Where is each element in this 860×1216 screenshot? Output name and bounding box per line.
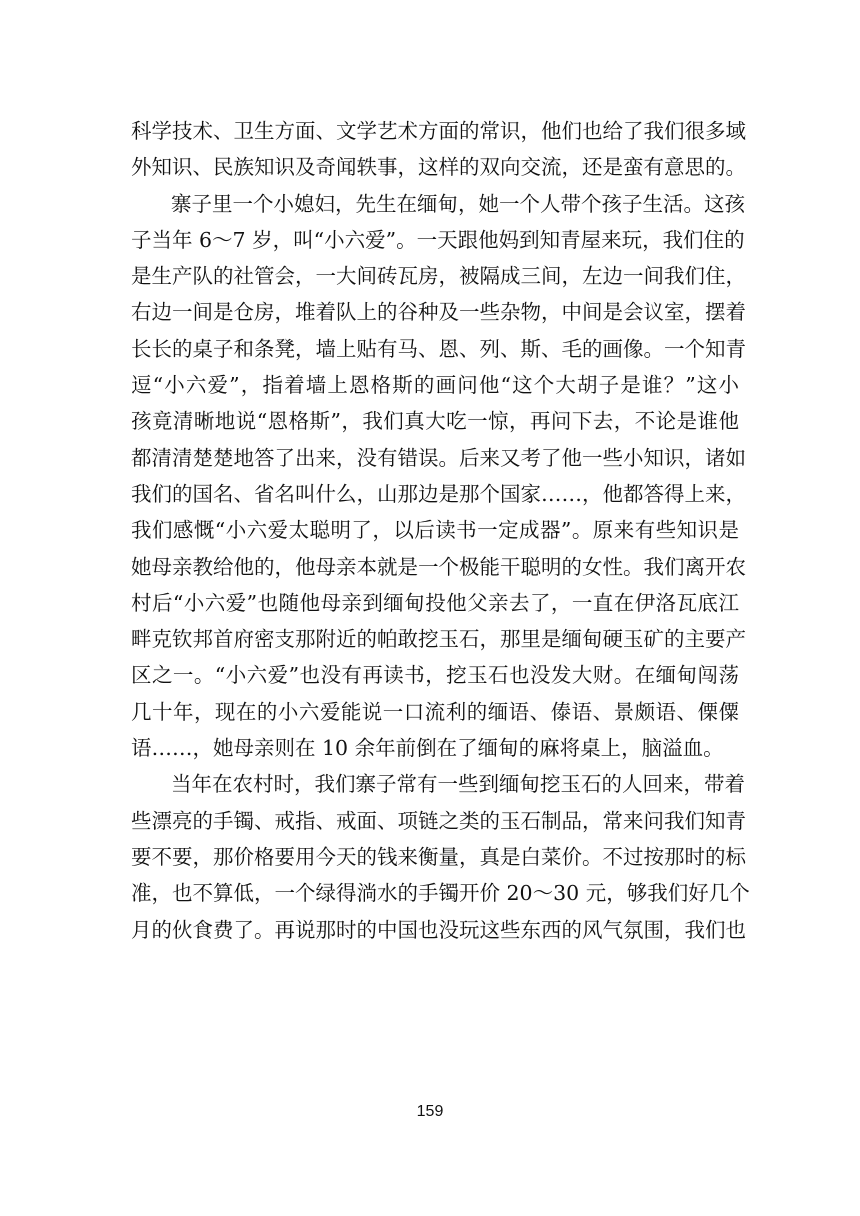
text-line: 区之一。“小六爱”也没有再读书，挖玉石也没发大财。在缅甸闯荡 (131, 663, 739, 688)
text-line: 我们的国名、省名叫什么，山那边是那个国家……，他都答得上来， (131, 481, 746, 506)
text-line: 当年在农村时，我们寨子常有一些到缅甸挖玉石的人回来，带着 (171, 772, 745, 797)
text-line: 右边一间是仓房，堆着队上的谷种及一些杂物，中间是会议室，摆着 (131, 300, 746, 325)
paragraph (131, 186, 746, 767)
text-line: 逗“小六爱”，指着墙上恩格斯的画问他“这个大胡子是谁？”这小 (131, 373, 739, 398)
text-line: 畔克钦邦首府密支那附近的帕敢挖玉石，那里是缅甸硬玉矿的主要产 (131, 627, 746, 652)
text-line: 她母亲教给他的，他母亲本就是一个极能干聪明的女性。我们离开农 (131, 554, 746, 579)
text-line: 长长的桌子和条凳，墙上贴有马、恩、列、斯、毛的画像。一个知青 (131, 336, 746, 361)
body-text (131, 113, 750, 948)
text-line: 语……，她母亲则在 10 余年前倒在了缅甸的麻将桌上，脑溢血。 (131, 736, 724, 761)
text-line: 寨子里一个小媳妇，先生在缅甸，她一个人带个孩子生活。这孩 (171, 191, 745, 216)
text-line: 月的伙食费了。再说那时的中国也没玩这些东西的风气氛围，我们也 (131, 917, 746, 942)
text-line: 科学技术、卫生方面、文学艺术方面的常识，他们也给了我们很多域 (131, 119, 746, 143)
paragraph (131, 113, 746, 186)
text-line: 都清清楚楚地答了出来，没有错误。后来又考了他一些小知识，诸如 (131, 445, 746, 470)
text-line: 孩竟清晰地说“恩格斯”，我们真大吃一惊，再问下去，不论是谁他 (131, 409, 739, 434)
text-line: 准，也不算低，一个绿得淌水的手镯开价 20～30 元，够我们好几个 (131, 881, 750, 906)
page-number: 159 (416, 1103, 444, 1120)
text-line: 是生产队的社管会，一大间砖瓦房，被隔成三间，左边一间我们住， (131, 264, 746, 289)
text-line: 要不要，那价格要用今天的钱来衡量，真是白菜价。不过按那时的标 (131, 844, 746, 869)
text-line: 子当年 6～7 岁，叫“小六爱”。一天跟他妈到知青屋来玩，我们住的 (131, 227, 745, 252)
text-line: 村后“小六爱”也随他母亲到缅甸投他父亲去了，一直在伊洛瓦底江 (131, 590, 739, 615)
paragraph (131, 766, 750, 947)
text-line: 我们感慨“小六爱太聪明了，以后读书一定成器”。原来有些知识是 (131, 518, 739, 543)
text-line: 几十年，现在的小六爱能说一口流利的缅语、傣语、景颇语、傈僳 (131, 699, 739, 724)
text-line: 些漂亮的手镯、戒指、戒面、项链之类的玉石制品，常来问我们知青 (131, 808, 746, 833)
text-line: 外知识、民族知识及奇闻轶事，这样的双向交流，还是蛮有意思的。 (131, 155, 746, 180)
